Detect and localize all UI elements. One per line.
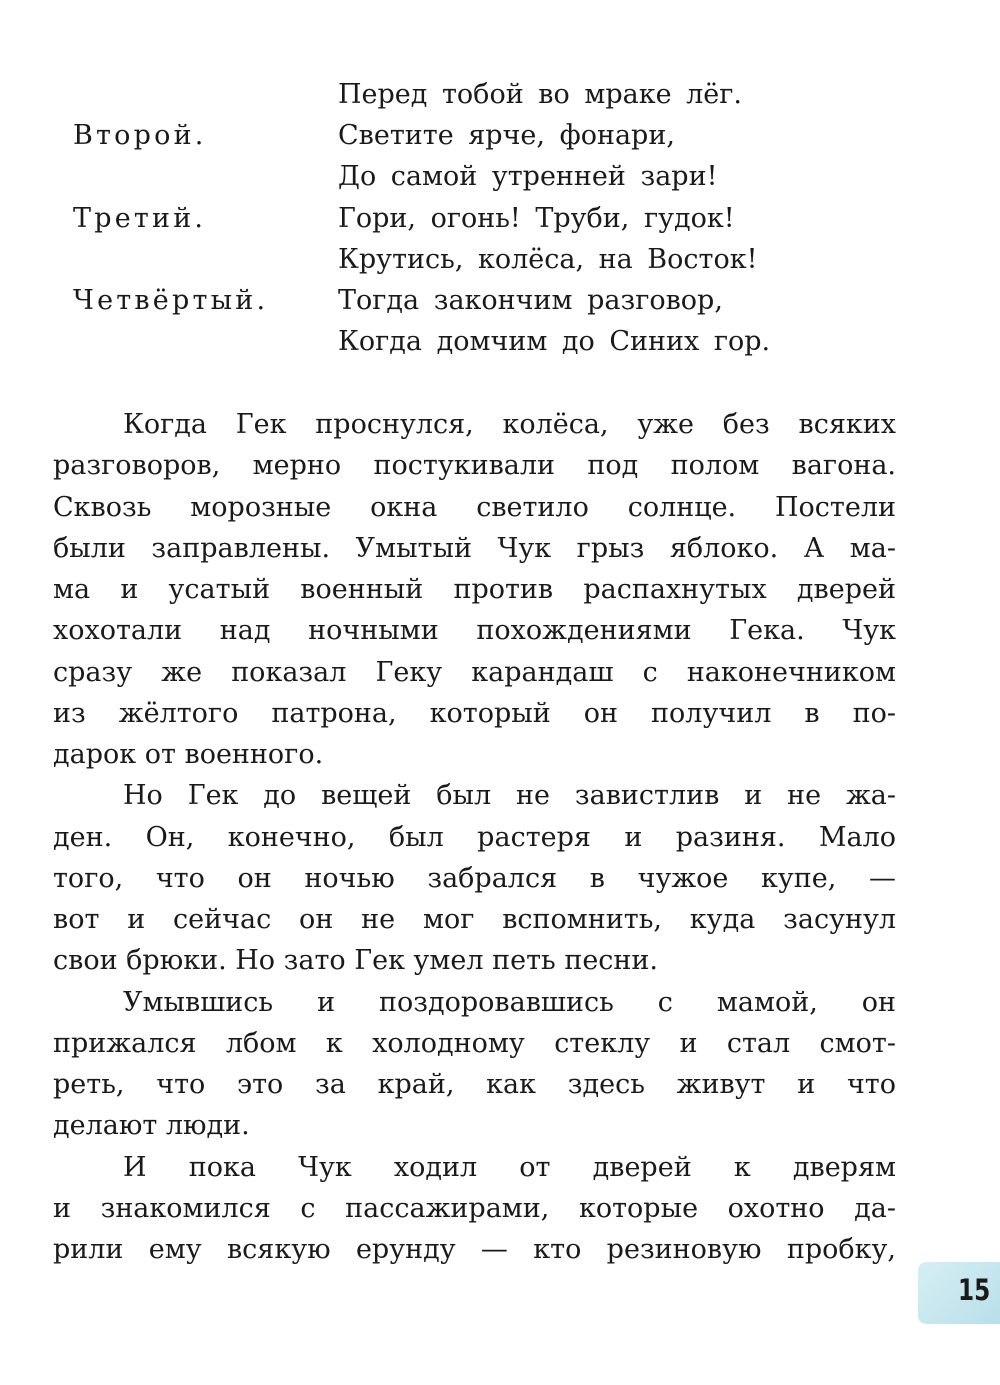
verse-line [0,115,1000,156]
page-number: 15 [958,1273,991,1307]
paragraph-line: рили ему всякую ерунду — кто резиновую пробку, [53,1234,896,1265]
paragraph-line: Когда Гек проснулся, колёса, уже без всяких [123,409,896,440]
paragraph-line: разговоров, мерно постукивали под полом вагона. [53,450,896,482]
paragraph-line: Но Гек до вещей был не завистлив и не жа- [123,780,896,812]
paragraph-line: из жёлтого патрона, который он получил в по- [53,697,896,729]
verse-line [0,156,1000,197]
verse-line [0,198,1000,239]
verse-line [0,239,1000,280]
paragraph-line: вот и сейчас он не мог вспомнить, куда засунул [53,904,896,935]
prose-block [53,404,896,1270]
verse-text: Тогда закончим разговор, [338,284,723,316]
paragraph-line: реть, что это за край, как здесь живут и что [53,1069,896,1100]
verse-line [0,280,1000,321]
speaker-name: Второй. [73,120,207,152]
paragraph-line: того, что он ночью забрался в чужое купе, — [53,862,896,894]
verse-line [0,74,1000,115]
paragraph-line: свои брюки. Но зато Гек умел петь песни. [53,945,658,977]
paragraph-line: прижался лбом к холодному стеклу и стал смот- [53,1027,896,1059]
paragraph-line: и знакомился с пассажирами, которые охотно да- [53,1192,896,1224]
verse-text: До самой утренней зари! [338,161,718,193]
verse-text: Крутись, колёса, на Восток! [338,243,758,275]
verse-block [0,74,1000,362]
verse-text: Когда домчим до Синих гор. [338,326,771,358]
verse-text: Гори, огонь! Труби, гудок! [338,202,735,234]
paragraph-line: хохотали над ночными похождениями Гека. Чук [53,615,896,647]
speaker-name: Третий. [73,202,207,234]
verse-text: Светите ярче, фонари, [338,120,675,152]
paragraph-line: были заправлены. Умытый Чук грыз яблоко. А ма- [53,532,896,564]
verse-line [0,321,1000,362]
verse-text: Перед тобой во мраке лёг. [338,79,742,110]
paragraph-line: Сквозь морозные окна светило солнце. Постели [53,491,896,523]
paragraph-line: сразу же показал Геку карандаш с наконечником [53,656,896,688]
paragraph-line: ден. Он, конечно, был растеря и разиня. Мало [53,821,896,853]
paragraph-line: И пока Чук ходил от дверей к дверям [123,1151,896,1183]
paragraph-line: ма и усатый военный против распахнутых дверей [53,574,896,605]
paragraph-line: Умывшись и поздоровавшись с мамой, он [123,986,896,1018]
paragraph-line: дарок от военного. [53,739,324,770]
speaker-name: Четвёртый. [73,284,269,316]
paragraph-line: делают люди. [53,1110,250,1142]
